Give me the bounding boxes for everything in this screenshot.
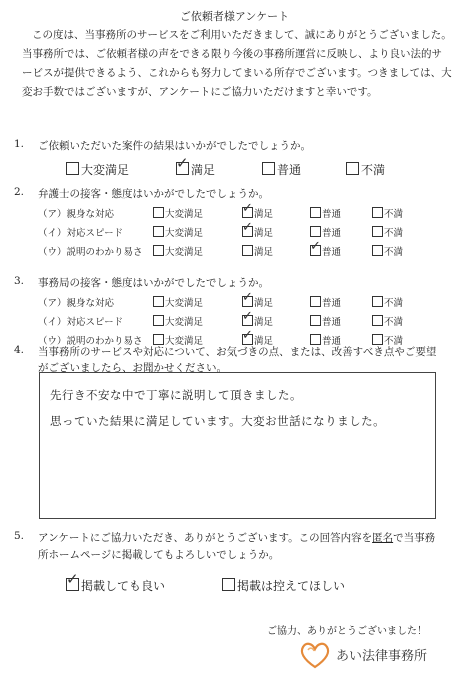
checkmark-icon: ✓ <box>242 290 253 305</box>
page-title: ご依頼者様アンケート <box>179 10 290 23</box>
option-label: 普通 <box>322 336 342 347</box>
option-label: 大変満足 <box>165 247 204 258</box>
checkbox-checked[interactable] <box>310 239 321 256</box>
q2-number: 2. <box>14 186 25 198</box>
q3-text: 事務局の接客・態度はいかがでしたでしょうか。 <box>38 277 269 289</box>
option-label: 満足 <box>254 298 274 309</box>
q2-row1-option-3[interactable] <box>310 206 341 220</box>
option-label: 満足 <box>254 247 274 258</box>
q5-number: 5. <box>14 530 25 542</box>
q3-row1-option-1[interactable] <box>153 295 203 309</box>
option-label: 満足 <box>254 209 274 220</box>
q2-row-label-2: （イ）対応スピード <box>38 228 124 239</box>
heart-logo-icon <box>298 640 332 670</box>
anonymous-underline: 匿名 <box>372 532 394 544</box>
q2-row1-option-4[interactable] <box>372 206 403 220</box>
q2-row2-option-4[interactable] <box>372 225 403 239</box>
q3-row-label-1: （ア）親身な対応 <box>38 298 115 309</box>
option-label: 不満 <box>384 247 404 258</box>
checkbox[interactable] <box>346 162 359 175</box>
brand-name: あい法律事務所 <box>336 649 428 664</box>
q1-option-2[interactable] <box>176 154 216 178</box>
option-label: 大変満足 <box>165 228 204 239</box>
q5-option-1[interactable] <box>66 570 166 594</box>
checkbox[interactable] <box>242 245 253 256</box>
q2-row1-option-2[interactable] <box>242 201 274 220</box>
checkbox-checked[interactable] <box>66 570 79 591</box>
option-label: 満足 <box>191 163 216 177</box>
q3-row2-option-2[interactable] <box>242 309 274 328</box>
q1-number: 1. <box>14 138 25 150</box>
option-label: 満足 <box>254 336 274 347</box>
checkbox-checked[interactable] <box>176 154 189 175</box>
option-label: 掲載しても良い <box>81 579 166 593</box>
q5-option-2[interactable] <box>222 577 345 594</box>
q3-row-label-2: （イ）対応スピード <box>38 317 124 328</box>
q2-row1-option-1[interactable] <box>153 206 203 220</box>
option-label: 満足 <box>254 228 274 239</box>
checkbox[interactable] <box>310 207 321 218</box>
checkbox[interactable] <box>66 162 79 175</box>
option-label: 不満 <box>384 228 404 239</box>
option-label: 普通 <box>322 209 342 220</box>
option-label: 不満 <box>384 298 404 309</box>
q2-row2-option-3[interactable] <box>310 225 341 239</box>
q4-text-line1: 当事務所のサービスや対応について、お気づきの点、または、改善すべき点やご要望 <box>38 346 437 358</box>
checkmark-icon: ✓ <box>242 328 253 343</box>
q3-row1-option-4[interactable] <box>372 295 403 309</box>
q3-row2-option-4[interactable] <box>372 314 403 328</box>
option-label: 普通 <box>322 298 342 309</box>
checkbox[interactable] <box>310 296 321 307</box>
checkbox[interactable] <box>310 226 321 237</box>
checkbox-checked[interactable] <box>242 309 253 326</box>
checkmark-icon: ✓ <box>176 154 189 172</box>
q3-number: 3. <box>14 275 25 287</box>
q3-row2-option-3[interactable] <box>310 314 341 328</box>
q2-row2-option-1[interactable] <box>153 225 203 239</box>
checkbox[interactable] <box>153 207 164 218</box>
checkmark-icon: ✓ <box>310 239 321 254</box>
option-label: 不満 <box>361 163 386 177</box>
q2-text: 弁護士の接客・態度はいかがでしたでしょうか。 <box>38 188 269 200</box>
checkmark-icon: ✓ <box>242 201 253 216</box>
option-label: 大変満足 <box>165 336 204 347</box>
intro-paragraph: この度は、当事務所のサービスをご利用いただきまして、誠にありがとうございました。当事務所では、ご依頼者様の声をできる限り今後の事務所運営に反映し、より良い法的サービスが提供できるよう、これからも努力してまいる所存でございます。つきましては、大変お手数ではございますが、アンケートにご協力いただけますと幸いです。 <box>22 29 452 98</box>
checkbox[interactable] <box>262 162 275 175</box>
option-label: 普通 <box>322 317 342 328</box>
checkbox[interactable] <box>372 315 383 326</box>
q3-row1-option-3[interactable] <box>310 295 341 309</box>
q3-row-label-3: （ウ）説明のわかり易さ <box>38 336 143 347</box>
comment-box[interactable] <box>39 372 436 519</box>
checkbox-checked[interactable] <box>242 290 253 307</box>
closing-text: ご協力、ありがとうございました！ <box>267 626 427 637</box>
q2-row3-option-4[interactable] <box>372 244 403 258</box>
q3-row1-option-2[interactable] <box>242 290 274 309</box>
q5-text-line2: 所ホームページに掲載してもよろしいでしょうか。 <box>38 549 280 561</box>
checkmark-icon: ✓ <box>66 570 79 588</box>
q1-option-3[interactable] <box>262 161 301 178</box>
option-label: 不満 <box>384 317 404 328</box>
option-label: 不満 <box>384 336 404 347</box>
option-label: 掲載は控えてほしい <box>237 579 346 593</box>
checkbox[interactable] <box>153 315 164 326</box>
checkbox-checked[interactable] <box>242 220 253 237</box>
option-label: 大変満足 <box>81 163 130 177</box>
checkmark-icon: ✓ <box>242 220 253 235</box>
q3-row2-option-1[interactable] <box>153 314 203 328</box>
q2-row2-option-2[interactable] <box>242 220 274 239</box>
option-label: 普通 <box>322 228 342 239</box>
q1-option-4[interactable] <box>346 161 385 178</box>
comment-line-1: 先行き不安な中で丁寧に説明して頂きました。 <box>50 388 302 402</box>
option-label: 大変満足 <box>165 317 204 328</box>
checkbox[interactable] <box>222 578 235 591</box>
checkbox[interactable] <box>310 315 321 326</box>
q2-row3-option-2[interactable] <box>242 244 273 258</box>
option-label: 大変満足 <box>165 209 204 220</box>
checkbox[interactable] <box>153 296 164 307</box>
q2-row-label-3: （ウ）説明のわかり易さ <box>38 247 143 258</box>
q4-text-line2: がございましたら、お聞かせください。 <box>38 362 227 374</box>
option-label: 満足 <box>254 317 274 328</box>
q2-row3-option-3[interactable] <box>310 239 342 258</box>
q2-row3-option-1[interactable] <box>153 244 203 258</box>
comment-line-2: 思っていた結果に満足しています。大変お世話になりました。 <box>50 414 386 428</box>
q1-option-1[interactable] <box>66 161 129 178</box>
checkbox[interactable] <box>153 245 164 256</box>
q2-row-label-1: （ア）親身な対応 <box>38 209 115 220</box>
option-label: 不満 <box>384 209 404 220</box>
checkbox[interactable] <box>372 296 383 307</box>
q4-number: 4. <box>14 344 25 356</box>
option-label: 普通 <box>277 163 302 177</box>
checkmark-icon: ✓ <box>242 309 253 324</box>
q5-text-line1: アンケートにご協力いただき、ありがとうございます。この回答内容を匿名で当事務 <box>38 532 436 544</box>
option-label: 普通 <box>322 247 342 258</box>
checkbox[interactable] <box>372 245 383 256</box>
checkbox[interactable] <box>372 226 383 237</box>
q1-text: ご依頼いただいた案件の結果はいかがでしたでしょうか。 <box>38 140 311 152</box>
option-label: 大変満足 <box>165 298 204 309</box>
checkbox-checked[interactable] <box>242 201 253 218</box>
checkbox[interactable] <box>153 226 164 237</box>
checkbox[interactable] <box>372 207 383 218</box>
